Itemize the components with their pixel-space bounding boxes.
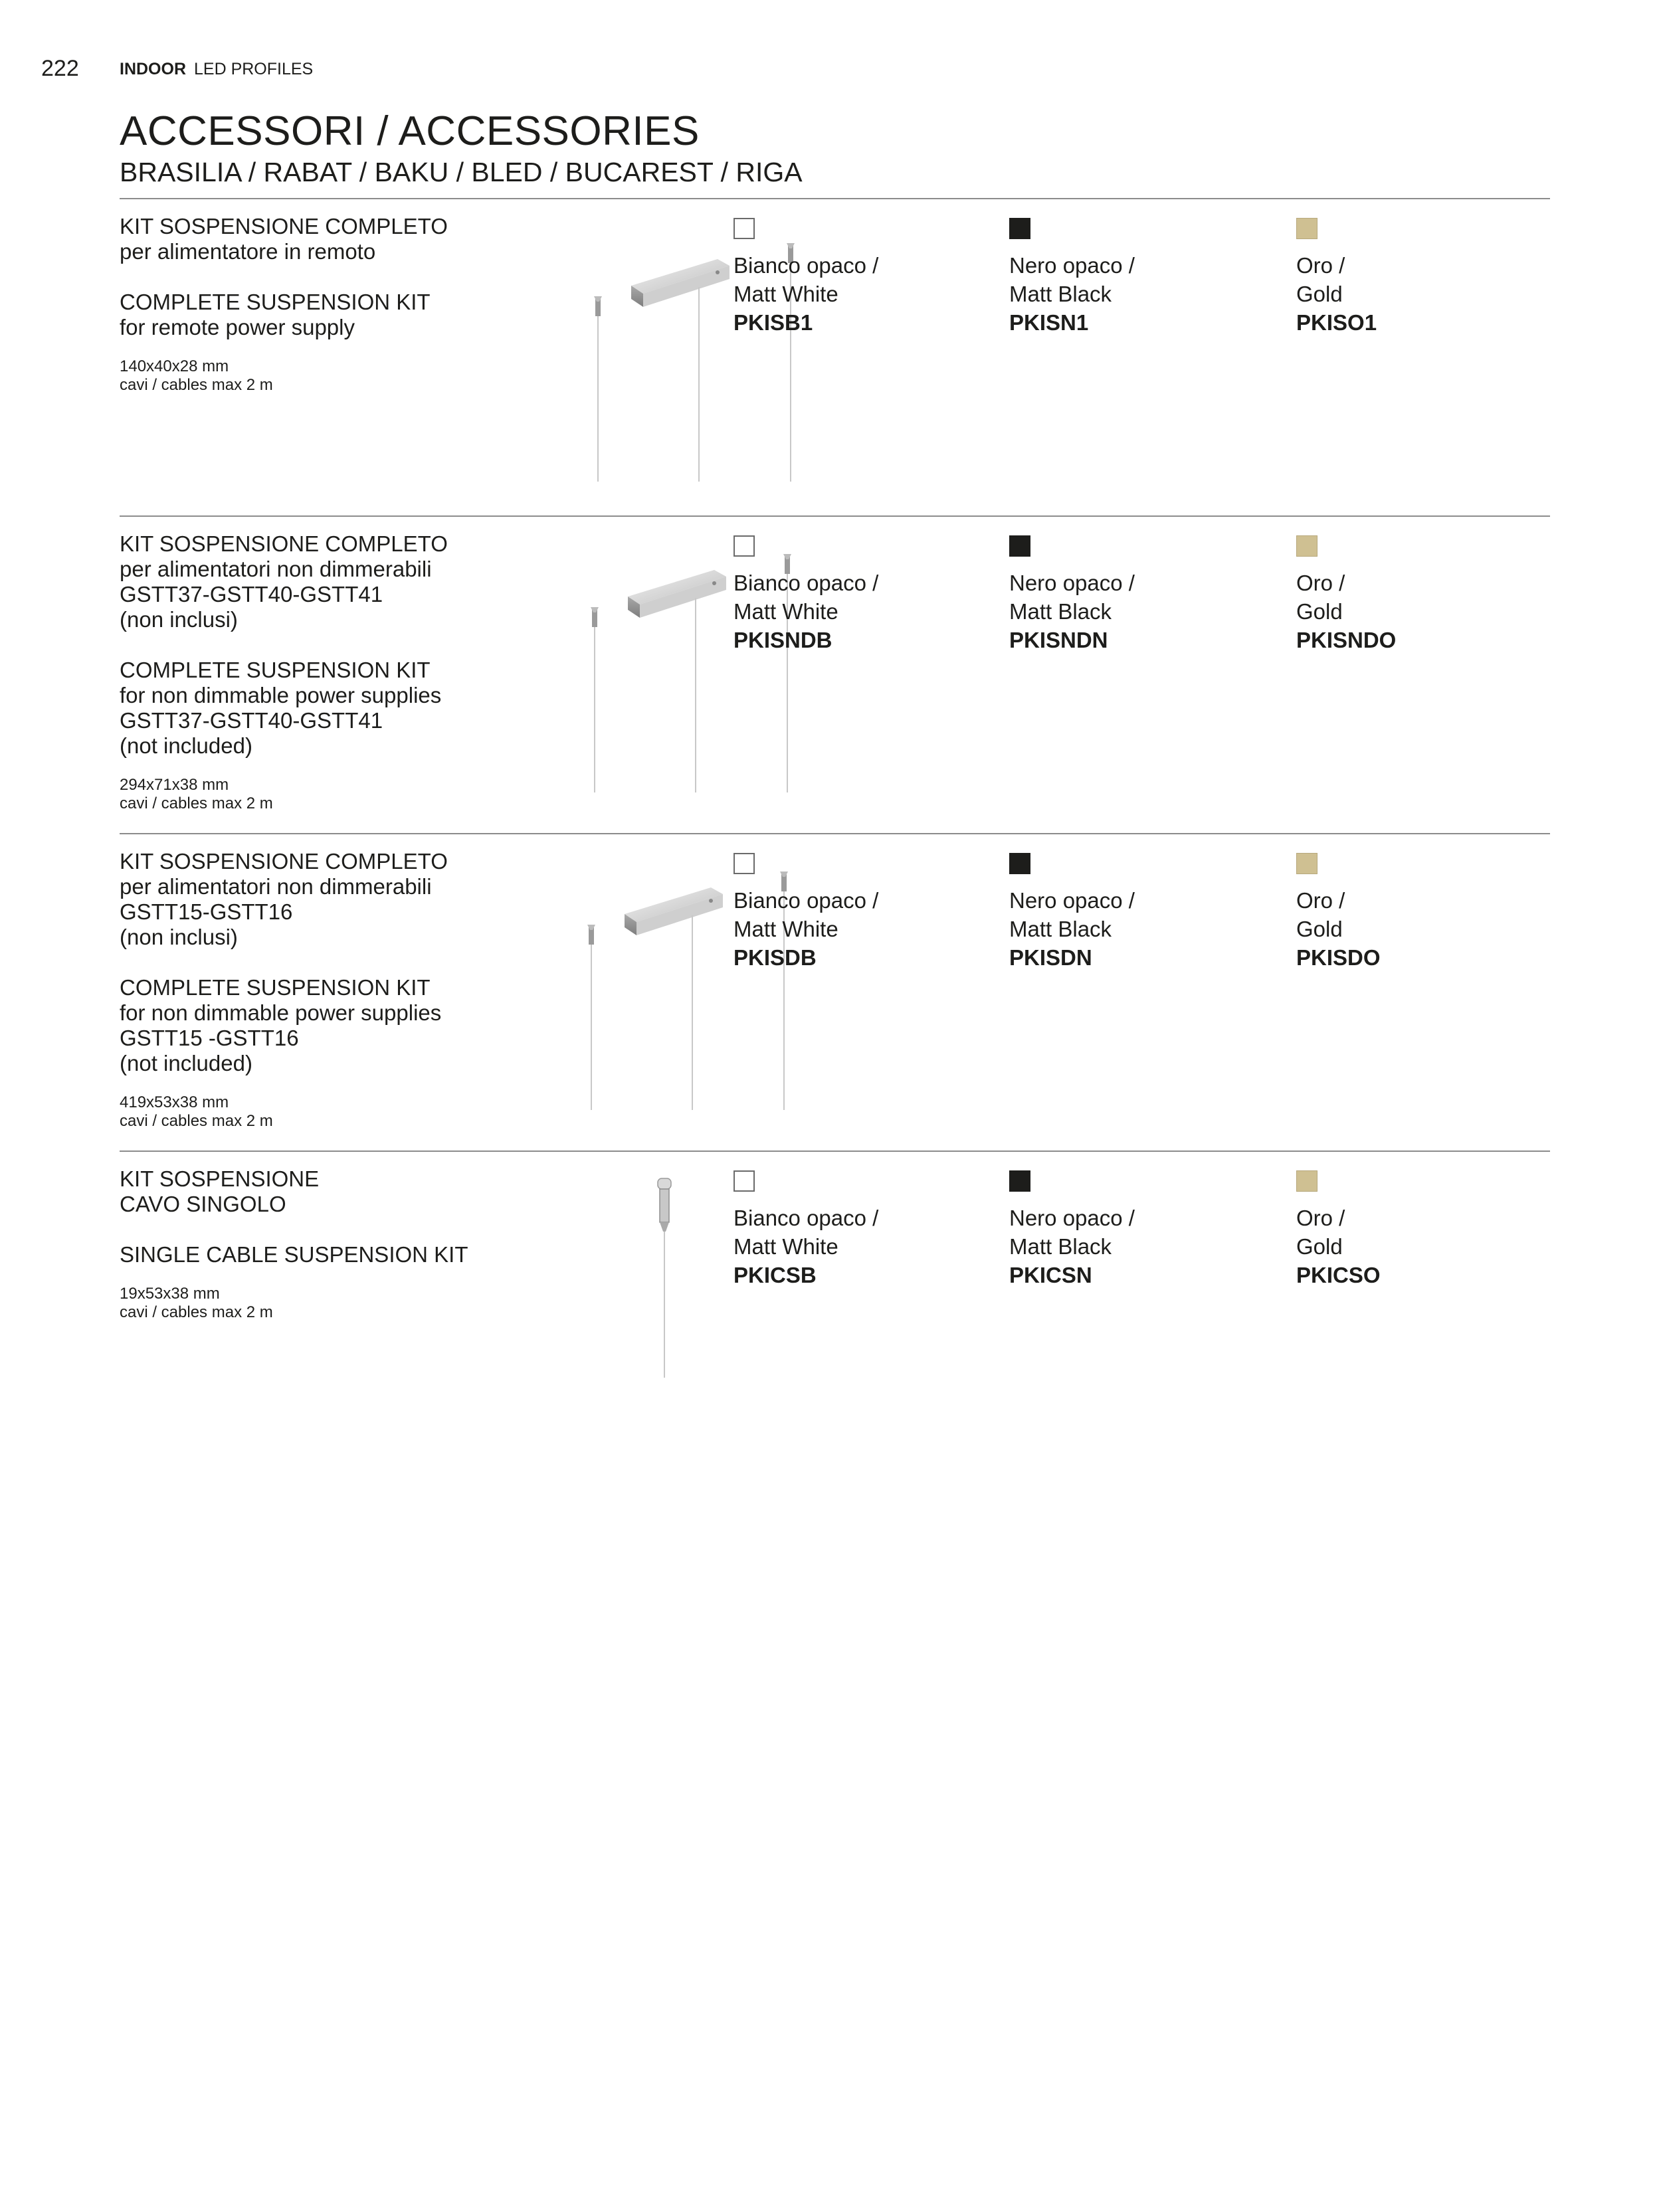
kit-title-en: COMPLETE SUSPENSION KIT [120,658,431,682]
kit-subtitle-en: for non dimmable power supplies [120,1000,442,1025]
variant-label-en: Matt White [733,599,838,624]
white-swatch [733,1170,755,1192]
variant-gold [1296,1166,1562,1289]
kit-dimensions: 419x53x38 mm [120,1093,229,1111]
white-swatch [733,535,755,557]
variant-label-it: Oro / [1296,888,1345,913]
kit-subtitle-en: for remote power supply [120,315,355,339]
product-code: PKISN1 [1009,310,1089,335]
variant-label-it: Bianco opaco / [733,1206,879,1230]
variant-label-en: Matt White [733,1234,838,1259]
kit-row-4 [120,1152,1550,1464]
kit-title-en: SINGLE CABLE SUSPENSION KIT [120,1242,468,1267]
black-swatch [1009,853,1030,874]
variant-gold [1296,214,1562,337]
product-code: PKISB1 [733,310,813,335]
kit-note-it: (non inclusi) [120,607,238,632]
kit-models-en: GSTT15 -GSTT16 [120,1026,299,1050]
kit-cables: cavi / cables max 2 m [120,1303,273,1321]
variant-label-en: Matt White [733,917,838,941]
kit-description [120,214,585,395]
variant-black [1009,531,1275,654]
variant-label-it: Nero opaco / [1009,888,1135,913]
kit-title-en: COMPLETE SUSPENSION KIT [120,975,431,1000]
kit-subtitle-it: per alimentatori non dimmerabili [120,557,432,581]
kit-row-1 [120,199,1550,511]
product-code: PKICSN [1009,1263,1092,1287]
kit-title-it: KIT SOSPENSIONE COMPLETO [120,531,448,556]
kit-dimensions: 19x53x38 mm [120,1285,220,1303]
variant-label-it: Bianco opaco / [733,571,879,595]
variant-label-it: Oro / [1296,253,1345,278]
black-swatch [1009,218,1030,239]
page-number: 222 [41,56,79,81]
variant-gold [1296,531,1562,654]
kit-dimensions: 294x71x38 mm [120,776,229,794]
variant-label-it: Nero opaco / [1009,571,1135,595]
white-swatch [733,218,755,239]
section-header-bold: INDOOR [120,60,186,78]
variant-white [733,531,999,654]
kit-cables: cavi / cables max 2 m [120,794,273,812]
variant-label-it: Bianco opaco / [733,888,879,913]
kit-subtitle-en: for non dimmable power supplies [120,683,442,707]
variant-label-en: Matt White [733,282,838,306]
variant-label-it: Nero opaco / [1009,253,1135,278]
kit-dimensions: 140x40x28 mm [120,357,229,375]
kit-row-2 [120,517,1550,829]
section-header [120,60,313,79]
kit-cables: cavi / cables max 2 m [120,1112,273,1130]
variant-label-it: Bianco opaco / [733,253,879,278]
gold-swatch [1296,218,1317,239]
kit-note-en: (not included) [120,1051,252,1075]
kit-note-en: (not included) [120,733,252,758]
page-subtitle: BRASILIA / RABAT / BAKU / BLED / BUCAREST / RIGA [120,157,803,187]
kit-note-it: (non inclusi) [120,925,238,949]
kit-title-en: COMPLETE SUSPENSION KIT [120,290,431,314]
black-swatch [1009,1170,1030,1192]
section-header-light: LED PROFILES [194,60,314,78]
gold-swatch [1296,1170,1317,1192]
product-code: PKICSB [733,1263,817,1287]
product-code: PKISNDB [733,628,832,652]
kit-title-it: KIT SOSPENSIONE COMPLETO [120,214,448,238]
kit-models-en: GSTT37-GSTT40-GSTT41 [120,708,383,733]
white-swatch [733,853,755,874]
kit-models-it: GSTT37-GSTT40-GSTT41 [120,582,383,606]
product-code: PKISDO [1296,945,1381,970]
variant-label-en: Gold [1296,282,1343,306]
product-code: PKISO1 [1296,310,1377,335]
kit-row-3 [120,834,1550,1147]
page-title: ACCESSORI / ACCESSORIES [120,108,700,154]
variant-label-en: Matt Black [1009,1234,1112,1259]
variant-label-en: Gold [1296,1234,1343,1259]
variant-black [1009,1166,1275,1289]
kit-subtitle-it: per alimentatori non dimmerabili [120,874,432,899]
kit-title-it: KIT SOSPENSIONE COMPLETO [120,849,448,874]
variant-label-it: Oro / [1296,571,1345,595]
kit-subtitle-it: CAVO SINGOLO [120,1192,286,1216]
variant-white [733,214,999,337]
gold-swatch [1296,853,1317,874]
black-swatch [1009,535,1030,557]
variant-label-it: Nero opaco / [1009,1206,1135,1230]
variant-label-en: Matt Black [1009,917,1112,941]
variant-black [1009,214,1275,337]
gold-swatch [1296,535,1317,557]
product-code: PKISDB [733,945,817,970]
product-code: PKICSO [1296,1263,1381,1287]
variant-gold [1296,849,1562,972]
variant-label-en: Gold [1296,917,1343,941]
kit-title-it: KIT SOSPENSIONE [120,1166,320,1191]
kit-models-it: GSTT15-GSTT16 [120,899,293,924]
variant-label-it: Oro / [1296,1206,1345,1230]
variant-label-en: Matt Black [1009,282,1112,306]
variant-label-en: Matt Black [1009,599,1112,624]
variant-black [1009,849,1275,972]
product-code: PKISNDO [1296,628,1397,652]
variant-white [733,1166,999,1289]
variant-white [733,849,999,972]
kit-subtitle-it: per alimentatore in remoto [120,239,376,264]
kit-description [120,1166,585,1322]
kit-cables: cavi / cables max 2 m [120,376,273,394]
variant-label-en: Gold [1296,599,1343,624]
product-code: PKISNDN [1009,628,1108,652]
product-code: PKISDN [1009,945,1092,970]
